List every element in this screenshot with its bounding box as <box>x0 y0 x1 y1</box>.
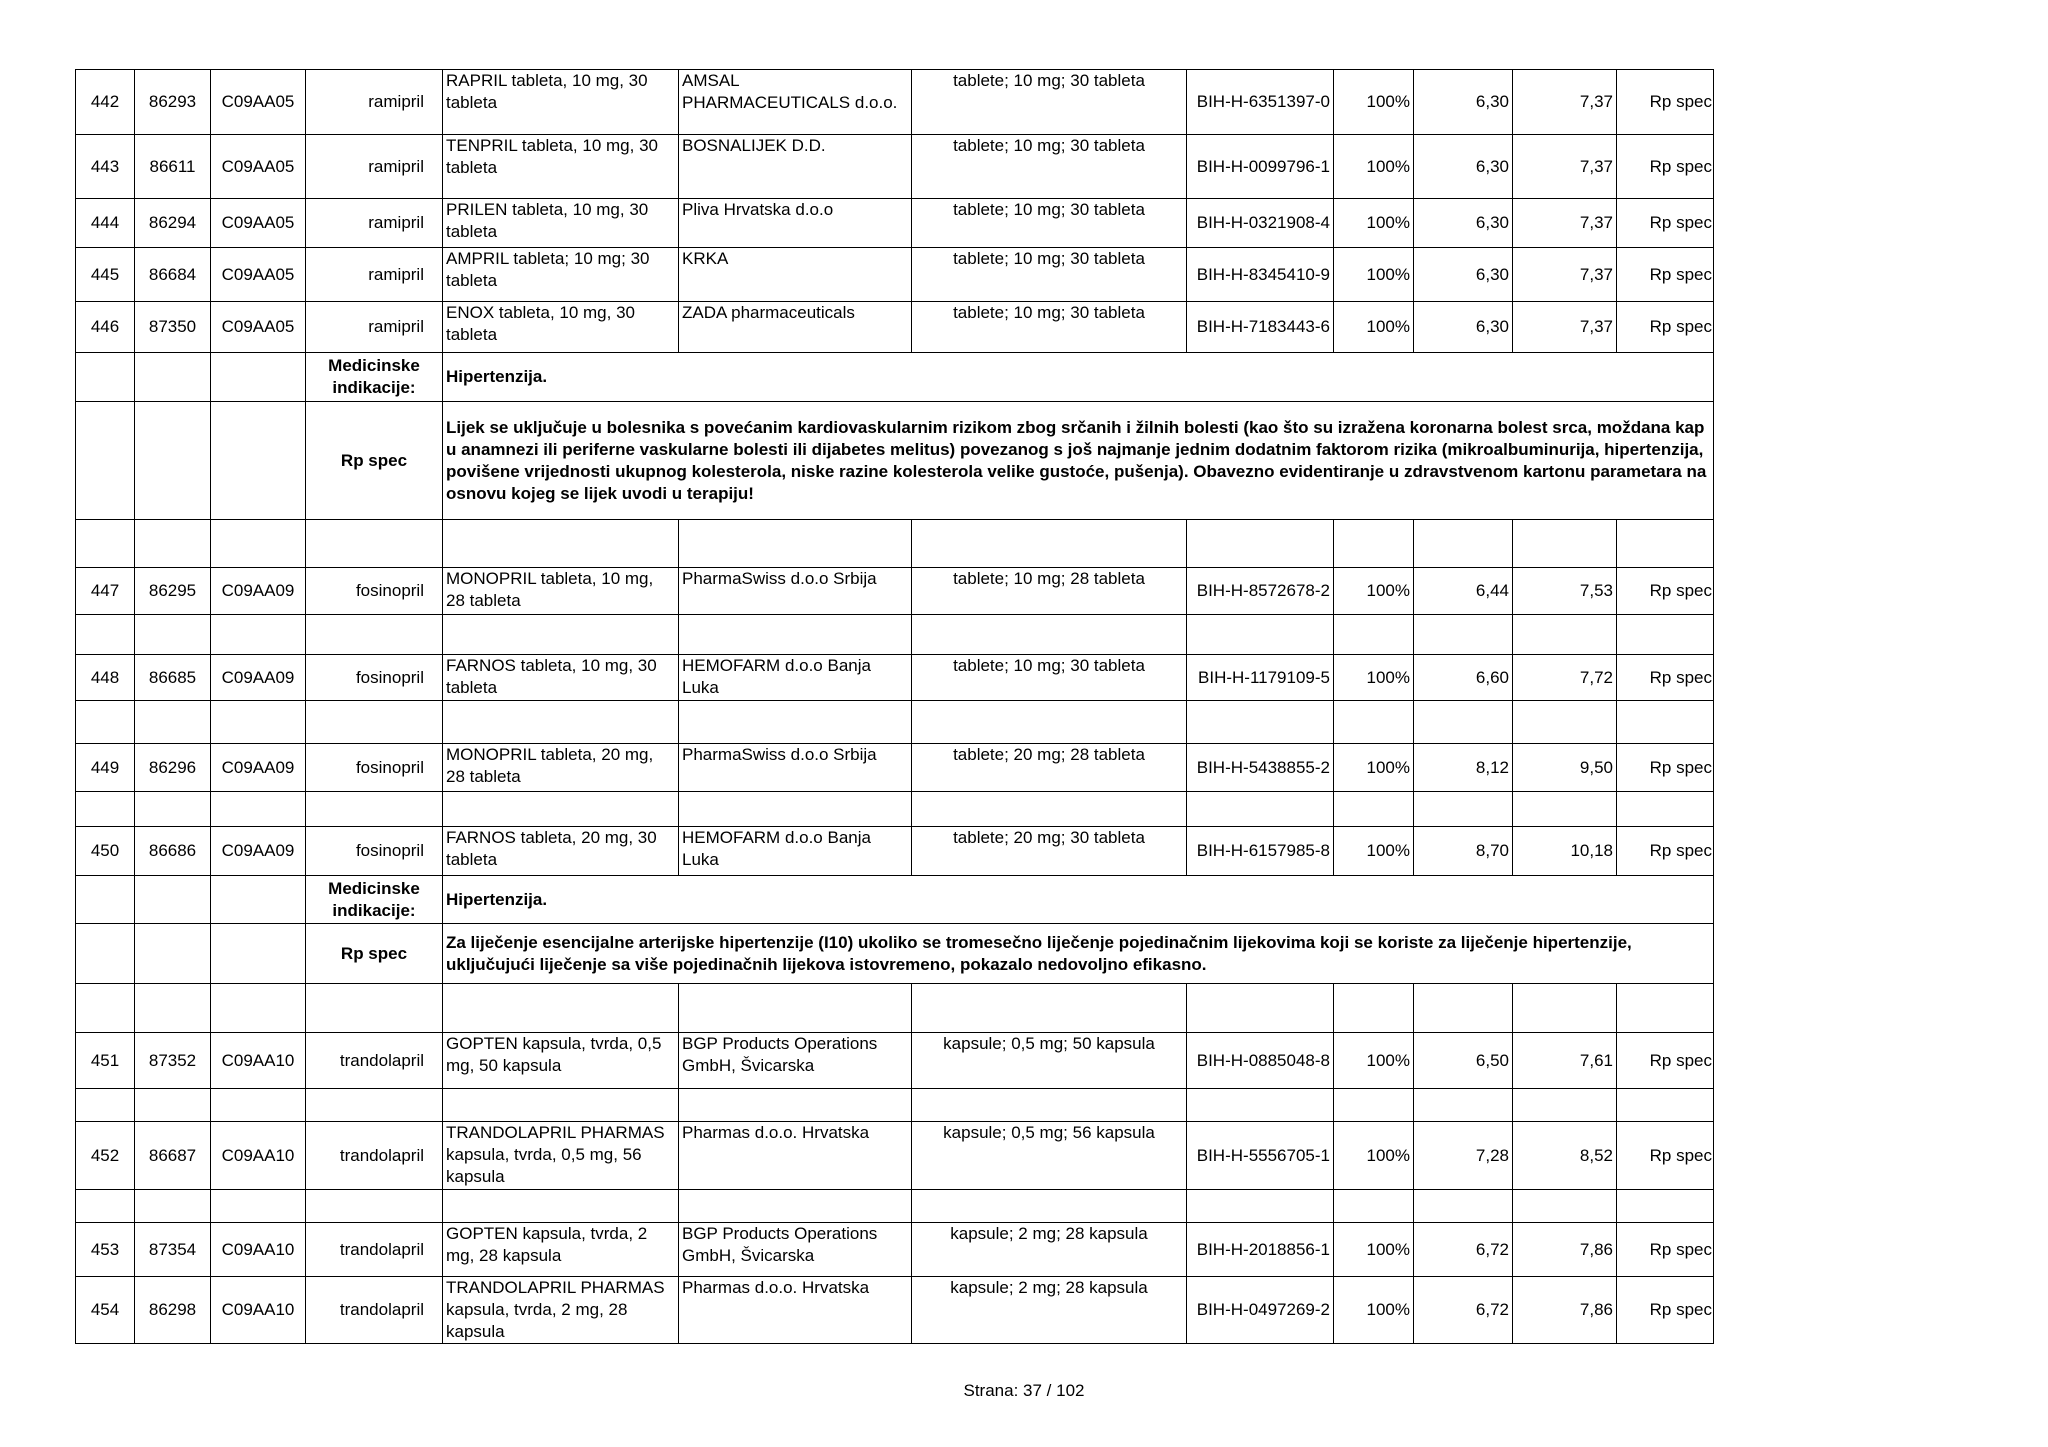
empty-cell <box>1334 1089 1414 1122</box>
price-reference: 6,30 <box>1414 199 1513 248</box>
participation-percent: 100% <box>1334 827 1414 876</box>
empty-cell <box>912 792 1187 827</box>
manufacturer: BOSNALIJEK D.D. <box>679 135 912 199</box>
empty-cell <box>306 1089 443 1122</box>
empty-cell <box>1187 1190 1334 1223</box>
registration-number: BIH-H-8345410-9 <box>1187 248 1334 302</box>
atc-code: C09AA09 <box>211 655 306 701</box>
table-row <box>76 135 1714 199</box>
empty-cell <box>135 876 211 924</box>
blank-row <box>76 1190 1714 1223</box>
prescription-regime: Rp spec <box>1617 655 1714 701</box>
atc-code: C09AA10 <box>211 1223 306 1277</box>
empty-cell <box>1334 520 1414 568</box>
registration-number: BIH-H-6351397-0 <box>1187 70 1334 135</box>
empty-cell <box>1334 1190 1414 1223</box>
inn-name: ramipril <box>306 248 443 302</box>
empty-cell <box>1617 984 1714 1033</box>
empty-cell <box>76 792 135 827</box>
manufacturer: Pharmas d.o.o. Hrvatska <box>679 1122 912 1190</box>
empty-cell <box>1187 1089 1334 1122</box>
empty-cell <box>1617 792 1714 827</box>
price-reference: 8,12 <box>1414 744 1513 792</box>
table-row <box>76 1122 1714 1190</box>
note-text: Hipertenzija. <box>443 353 1714 402</box>
empty-cell <box>912 615 1187 655</box>
empty-cell <box>135 924 211 984</box>
empty-cell <box>135 615 211 655</box>
registration-number: BIH-H-1179109-5 <box>1187 655 1334 701</box>
drug-code: 87352 <box>135 1033 211 1089</box>
empty-cell <box>1334 701 1414 744</box>
inn-name: trandolapril <box>306 1033 443 1089</box>
prescription-regime: Rp spec <box>1617 1223 1714 1277</box>
empty-cell <box>1187 792 1334 827</box>
empty-cell <box>1334 984 1414 1033</box>
empty-cell <box>1513 1089 1617 1122</box>
page-number: Strana: 37 / 102 <box>963 1381 1085 1400</box>
note-row <box>76 924 1714 984</box>
participation-percent: 100% <box>1334 1033 1414 1089</box>
manufacturer: Pliva Hrvatska d.o.o <box>679 199 912 248</box>
inn-name: fosinopril <box>306 827 443 876</box>
empty-cell <box>76 520 135 568</box>
empty-cell <box>76 615 135 655</box>
table-row <box>76 199 1714 248</box>
drug-name: GOPTEN kapsula, tvrda, 0,5 mg, 50 kapsula <box>443 1033 679 1089</box>
note-label: Rp spec <box>306 402 443 520</box>
registration-number: BIH-H-2018856-1 <box>1187 1223 1334 1277</box>
prescription-regime: Rp spec <box>1617 199 1714 248</box>
registration-number: BIH-H-0099796-1 <box>1187 135 1334 199</box>
registration-number: BIH-H-8572678-2 <box>1187 568 1334 615</box>
price-reference: 6,30 <box>1414 248 1513 302</box>
registration-number: BIH-H-0885048-8 <box>1187 1033 1334 1089</box>
price-reference: 7,28 <box>1414 1122 1513 1190</box>
drug-code: 87350 <box>135 302 211 353</box>
manufacturer: PharmaSwiss d.o.o Srbija <box>679 744 912 792</box>
empty-cell <box>1513 792 1617 827</box>
registration-number: BIH-H-5438855-2 <box>1187 744 1334 792</box>
row-number: 446 <box>76 302 135 353</box>
empty-cell <box>912 1089 1187 1122</box>
empty-cell <box>76 924 135 984</box>
note-text: Lijek se uključuje u bolesnika s povećanim kardiovaskularnim rizikom zbog srčanih i žilnih bolesti (kao što su izražena koronarna bolest srca, moždana kap u anamnezi ili periferne vaskularne bolesti ili dijabetes melitus) povezanog s još najmanje jednim dodatnim faktorom rizika (mikroalbuminurija, hipertenzija, povišene vrijednosti ukupnog kolesterola, niske razine kolesterola velike gustoće, pušenja). Obavezno evidentiranje u zdravstvenom kartonu parametara na osnovu kojeg se lijek uvodi u terapiju! <box>443 402 1714 520</box>
drug-name: TRANDOLAPRIL PHARMAS kapsula, tvrda, 0,5 mg, 56 kapsula <box>443 1122 679 1190</box>
registration-number: BIH-H-7183443-6 <box>1187 302 1334 353</box>
row-number: 450 <box>76 827 135 876</box>
empty-cell <box>211 1190 306 1223</box>
drug-code: 86686 <box>135 827 211 876</box>
empty-cell <box>679 984 912 1033</box>
empty-cell <box>135 701 211 744</box>
note-label: Rp spec <box>306 924 443 984</box>
pharmaceutical-form: tablete; 20 mg; 28 tableta <box>912 744 1187 792</box>
price-retail: 7,86 <box>1513 1277 1617 1344</box>
empty-cell <box>135 402 211 520</box>
prescription-regime: Rp spec <box>1617 827 1714 876</box>
drug-name: MONOPRIL tableta, 20 mg, 28 tableta <box>443 744 679 792</box>
table-row <box>76 744 1714 792</box>
empty-cell <box>679 701 912 744</box>
empty-cell <box>1513 984 1617 1033</box>
empty-cell <box>306 615 443 655</box>
row-number: 451 <box>76 1033 135 1089</box>
pharmaceutical-form: kapsule; 2 mg; 28 kapsula <box>912 1223 1187 1277</box>
drug-name: TENPRIL tableta, 10 mg, 30 tableta <box>443 135 679 199</box>
empty-cell <box>211 701 306 744</box>
empty-cell <box>1617 1190 1714 1223</box>
empty-cell <box>1334 792 1414 827</box>
table-row <box>76 1033 1714 1089</box>
registration-number: BIH-H-6157985-8 <box>1187 827 1334 876</box>
price-retail: 7,53 <box>1513 568 1617 615</box>
empty-cell <box>443 701 679 744</box>
empty-cell <box>1414 615 1513 655</box>
row-number: 448 <box>76 655 135 701</box>
empty-cell <box>1414 1089 1513 1122</box>
inn-name: trandolapril <box>306 1223 443 1277</box>
pharmaceutical-form: tablete; 10 mg; 28 tableta <box>912 568 1187 615</box>
empty-cell <box>76 402 135 520</box>
note-text: Za liječenje esencijalne arterijske hipertenzije (I10) ukoliko se tromesečno liječenje pojedinačnim lijekovima koji se koriste za liječenje hipertenzije, uključujući liječenje sa više pojedinačnih lijekova istovremeno, pokazalo nedovoljno efikasno. <box>443 924 1714 984</box>
empty-cell <box>135 1089 211 1122</box>
drug-code: 86296 <box>135 744 211 792</box>
price-reference: 6,30 <box>1414 70 1513 135</box>
empty-cell <box>1414 701 1513 744</box>
participation-percent: 100% <box>1334 1223 1414 1277</box>
drug-code: 86295 <box>135 568 211 615</box>
empty-cell <box>211 353 306 402</box>
prescription-regime: Rp spec <box>1617 1277 1714 1344</box>
empty-cell <box>679 1089 912 1122</box>
empty-cell <box>211 615 306 655</box>
atc-code: C09AA09 <box>211 827 306 876</box>
prescription-regime: Rp spec <box>1617 1033 1714 1089</box>
inn-name: ramipril <box>306 135 443 199</box>
pharmaceutical-form: kapsule; 0,5 mg; 50 kapsula <box>912 1033 1187 1089</box>
price-retail: 7,72 <box>1513 655 1617 701</box>
empty-cell <box>679 520 912 568</box>
pharmaceutical-form: tablete; 10 mg; 30 tableta <box>912 70 1187 135</box>
price-retail: 7,86 <box>1513 1223 1617 1277</box>
empty-cell <box>135 792 211 827</box>
manufacturer: ZADA pharmaceuticals <box>679 302 912 353</box>
drug-code: 86293 <box>135 70 211 135</box>
empty-cell <box>912 984 1187 1033</box>
atc-code: C09AA05 <box>211 302 306 353</box>
pharmaceutical-form: tablete; 20 mg; 30 tableta <box>912 827 1187 876</box>
row-number: 449 <box>76 744 135 792</box>
empty-cell <box>1617 520 1714 568</box>
participation-percent: 100% <box>1334 199 1414 248</box>
drug-code: 86685 <box>135 655 211 701</box>
manufacturer: Pharmas d.o.o. Hrvatska <box>679 1277 912 1344</box>
empty-cell <box>912 1190 1187 1223</box>
empty-cell <box>1617 1089 1714 1122</box>
empty-cell <box>912 520 1187 568</box>
pharmaceutical-form: tablete; 10 mg; 30 tableta <box>912 248 1187 302</box>
prescription-regime: Rp spec <box>1617 70 1714 135</box>
prescription-regime: Rp spec <box>1617 744 1714 792</box>
price-retail: 9,50 <box>1513 744 1617 792</box>
price-retail: 7,61 <box>1513 1033 1617 1089</box>
price-reference: 6,30 <box>1414 135 1513 199</box>
inn-name: ramipril <box>306 70 443 135</box>
empty-cell <box>135 1190 211 1223</box>
table-row <box>76 827 1714 876</box>
blank-row <box>76 520 1714 568</box>
price-retail: 7,37 <box>1513 70 1617 135</box>
pharmaceutical-form: tablete; 10 mg; 30 tableta <box>912 655 1187 701</box>
empty-cell <box>306 792 443 827</box>
participation-percent: 100% <box>1334 1122 1414 1190</box>
empty-cell <box>211 924 306 984</box>
empty-cell <box>1187 701 1334 744</box>
empty-cell <box>211 876 306 924</box>
price-retail: 7,37 <box>1513 199 1617 248</box>
participation-percent: 100% <box>1334 248 1414 302</box>
drug-name: ENOX tableta, 10 mg, 30 tableta <box>443 302 679 353</box>
empty-cell <box>1414 520 1513 568</box>
drug-code: 86298 <box>135 1277 211 1344</box>
drug-name: FARNOS tableta, 10 mg, 30 tableta <box>443 655 679 701</box>
atc-code: C09AA05 <box>211 135 306 199</box>
drug-code: 86684 <box>135 248 211 302</box>
blank-row <box>76 792 1714 827</box>
empty-cell <box>76 984 135 1033</box>
registration-number: BIH-H-5556705-1 <box>1187 1122 1334 1190</box>
empty-cell <box>211 520 306 568</box>
note-label: Medicinske indikacije: <box>306 876 443 924</box>
blank-row <box>76 1089 1714 1122</box>
empty-cell <box>76 353 135 402</box>
row-number: 444 <box>76 199 135 248</box>
inn-name: ramipril <box>306 199 443 248</box>
prescription-regime: Rp spec <box>1617 302 1714 353</box>
row-number: 445 <box>76 248 135 302</box>
row-number: 453 <box>76 1223 135 1277</box>
empty-cell <box>443 1089 679 1122</box>
empty-cell <box>306 1190 443 1223</box>
drug-code: 86294 <box>135 199 211 248</box>
empty-cell <box>1513 701 1617 744</box>
atc-code: C09AA05 <box>211 248 306 302</box>
inn-name: trandolapril <box>306 1122 443 1190</box>
drug-code: 87354 <box>135 1223 211 1277</box>
empty-cell <box>1617 701 1714 744</box>
price-retail: 7,37 <box>1513 135 1617 199</box>
inn-name: fosinopril <box>306 744 443 792</box>
empty-cell <box>1414 792 1513 827</box>
table-row <box>76 302 1714 353</box>
participation-percent: 100% <box>1334 744 1414 792</box>
empty-cell <box>1187 520 1334 568</box>
pharmaceutical-form: tablete; 10 mg; 30 tableta <box>912 135 1187 199</box>
empty-cell <box>679 1190 912 1223</box>
price-retail: 10,18 <box>1513 827 1617 876</box>
participation-percent: 100% <box>1334 1277 1414 1344</box>
atc-code: C09AA05 <box>211 70 306 135</box>
empty-cell <box>211 402 306 520</box>
empty-cell <box>76 701 135 744</box>
manufacturer: BGP Products Operations GmbH, Švicarska <box>679 1223 912 1277</box>
empty-cell <box>76 876 135 924</box>
empty-cell <box>306 984 443 1033</box>
price-reference: 6,44 <box>1414 568 1513 615</box>
atc-code: C09AA10 <box>211 1277 306 1344</box>
empty-cell <box>912 701 1187 744</box>
empty-cell <box>443 1190 679 1223</box>
manufacturer: PharmaSwiss d.o.o Srbija <box>679 568 912 615</box>
atc-code: C09AA10 <box>211 1033 306 1089</box>
table-row <box>76 1223 1714 1277</box>
row-number: 442 <box>76 70 135 135</box>
row-number: 443 <box>76 135 135 199</box>
pharmaceutical-form: tablete; 10 mg; 30 tableta <box>912 302 1187 353</box>
participation-percent: 100% <box>1334 70 1414 135</box>
participation-percent: 100% <box>1334 655 1414 701</box>
price-reference: 6,30 <box>1414 302 1513 353</box>
atc-code: C09AA05 <box>211 199 306 248</box>
empty-cell <box>211 1089 306 1122</box>
participation-percent: 100% <box>1334 302 1414 353</box>
manufacturer: BGP Products Operations GmbH, Švicarska <box>679 1033 912 1089</box>
price-retail: 7,37 <box>1513 248 1617 302</box>
empty-cell <box>1513 615 1617 655</box>
empty-cell <box>1187 984 1334 1033</box>
inn-name: trandolapril <box>306 1277 443 1344</box>
note-row <box>76 402 1714 520</box>
empty-cell <box>135 353 211 402</box>
table-row <box>76 568 1714 615</box>
prescription-regime: Rp spec <box>1617 248 1714 302</box>
price-retail: 8,52 <box>1513 1122 1617 1190</box>
drug-code: 86687 <box>135 1122 211 1190</box>
blank-row <box>76 701 1714 744</box>
empty-cell <box>1513 1190 1617 1223</box>
prescription-regime: Rp spec <box>1617 135 1714 199</box>
atc-code: C09AA09 <box>211 744 306 792</box>
registration-number: BIH-H-0497269-2 <box>1187 1277 1334 1344</box>
empty-cell <box>211 792 306 827</box>
prescription-regime: Rp spec <box>1617 1122 1714 1190</box>
drug-name: PRILEN tableta, 10 mg, 30 tableta <box>443 199 679 248</box>
table-row <box>76 248 1714 302</box>
atc-code: C09AA10 <box>211 1122 306 1190</box>
manufacturer: KRKA <box>679 248 912 302</box>
price-retail: 7,37 <box>1513 302 1617 353</box>
empty-cell <box>443 520 679 568</box>
row-number: 447 <box>76 568 135 615</box>
participation-percent: 100% <box>1334 135 1414 199</box>
table-row <box>76 70 1714 135</box>
drug-code: 86611 <box>135 135 211 199</box>
empty-cell <box>1513 520 1617 568</box>
manufacturer: AMSAL PHARMACEUTICALS d.o.o. <box>679 70 912 135</box>
empty-cell <box>211 984 306 1033</box>
price-reference: 6,60 <box>1414 655 1513 701</box>
note-text: Hipertenzija. <box>443 876 1714 924</box>
empty-cell <box>135 984 211 1033</box>
drug-name: MONOPRIL tableta, 10 mg, 28 tableta <box>443 568 679 615</box>
empty-cell <box>1617 615 1714 655</box>
pharmaceutical-form: kapsule; 0,5 mg; 56 kapsula <box>912 1122 1187 1190</box>
table-row <box>76 1277 1714 1344</box>
price-reference: 6,72 <box>1414 1277 1513 1344</box>
pharmaceutical-form: kapsule; 2 mg; 28 kapsula <box>912 1277 1187 1344</box>
note-label: Medicinske indikacije: <box>306 353 443 402</box>
drug-name: TRANDOLAPRIL PHARMAS kapsula, tvrda, 2 mg, 28 kapsula <box>443 1277 679 1344</box>
registration-number: BIH-H-0321908-4 <box>1187 199 1334 248</box>
empty-cell <box>306 701 443 744</box>
drug-name: GOPTEN kapsula, tvrda, 2 mg, 28 kapsula <box>443 1223 679 1277</box>
empty-cell <box>1414 1190 1513 1223</box>
note-row <box>76 353 1714 402</box>
manufacturer: HEMOFARM d.o.o Banja Luka <box>679 827 912 876</box>
empty-cell <box>76 1089 135 1122</box>
blank-row <box>76 615 1714 655</box>
inn-name: fosinopril <box>306 568 443 615</box>
empty-cell <box>679 792 912 827</box>
row-number: 454 <box>76 1277 135 1344</box>
price-reference: 8,70 <box>1414 827 1513 876</box>
pharmaceutical-form: tablete; 10 mg; 30 tableta <box>912 199 1187 248</box>
empty-cell <box>76 1190 135 1223</box>
empty-cell <box>443 984 679 1033</box>
inn-name: fosinopril <box>306 655 443 701</box>
row-number: 452 <box>76 1122 135 1190</box>
price-reference: 6,50 <box>1414 1033 1513 1089</box>
drug-name: RAPRIL tableta, 10 mg, 30 tableta <box>443 70 679 135</box>
empty-cell <box>1414 984 1513 1033</box>
empty-cell <box>443 615 679 655</box>
price-reference: 6,72 <box>1414 1223 1513 1277</box>
table-row <box>76 655 1714 701</box>
manufacturer: HEMOFARM d.o.o Banja Luka <box>679 655 912 701</box>
atc-code: C09AA09 <box>211 568 306 615</box>
empty-cell <box>1187 615 1334 655</box>
drug-name: AMPRIL tableta; 10 mg; 30 tableta <box>443 248 679 302</box>
empty-cell <box>1334 615 1414 655</box>
inn-name: ramipril <box>306 302 443 353</box>
blank-row <box>76 984 1714 1033</box>
empty-cell <box>135 520 211 568</box>
drug-list-table <box>75 69 1714 1344</box>
empty-cell <box>679 615 912 655</box>
drug-name: FARNOS tableta, 20 mg, 30 tableta <box>443 827 679 876</box>
empty-cell <box>443 792 679 827</box>
participation-percent: 100% <box>1334 568 1414 615</box>
prescription-regime: Rp spec <box>1617 568 1714 615</box>
empty-cell <box>306 520 443 568</box>
note-row <box>76 876 1714 924</box>
